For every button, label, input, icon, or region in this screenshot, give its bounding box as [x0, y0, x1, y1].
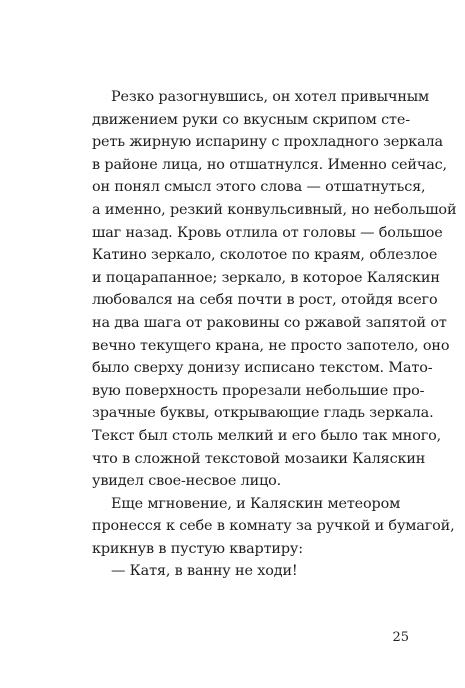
text-line: пронесся к себе в комнату за ручкой и бумагой,: [92, 518, 455, 535]
text-line: вую поверхность прорезали небольшие про-: [92, 382, 425, 399]
text-line: движением руки со вкусным скрипом сте-: [92, 111, 410, 128]
text-line: — Катя, в ванну не ходи!: [111, 563, 298, 580]
text-line: а именно, резкий конвульсивный, но небольшой: [92, 201, 457, 218]
text-line: любовался на себя почти в рост, отойдя всего: [92, 292, 438, 309]
text-line: шаг назад. Кровь отлила от головы — большое: [92, 224, 443, 241]
text-line: было сверху донизу исписано текстом. Мато-: [92, 360, 433, 377]
body-text: [92, 86, 457, 583]
text-line: Текст был столь мелкий и его было так много,: [92, 427, 442, 444]
text-line: вечно текущего крана, не просто запотело, оно: [92, 337, 450, 354]
text-line: Еще мгновение, и Каляскин метеором: [111, 495, 401, 512]
page-number: 25: [392, 630, 409, 645]
text-line: увидел свое-несвое лицо.: [92, 473, 282, 490]
text-line: в районе лица, но отшатнулся. Именно сейчас,: [92, 156, 447, 173]
text-line: Катино зеркало, сколотое по краям, облезлое: [92, 247, 438, 264]
text-line: что в сложной текстовой мозаики Каляскин: [92, 450, 426, 467]
text-line: реть жирную испарину с прохладного зеркала: [92, 134, 443, 151]
text-line: на два шага от раковины со ржавой запятой от: [92, 314, 447, 331]
text-line: Резко разогнувшись, он хотел привычным: [111, 89, 430, 105]
text-line: и поцарапанное; зеркало, в которое Каляскин: [92, 269, 440, 286]
text-line: зрачные буквы, открывающие гладь зеркала.: [92, 405, 434, 422]
text-line: он понял смысл этого слова — отшатнуться,: [92, 179, 426, 196]
text-line: крикнув в пустую квартиру:: [92, 540, 303, 557]
